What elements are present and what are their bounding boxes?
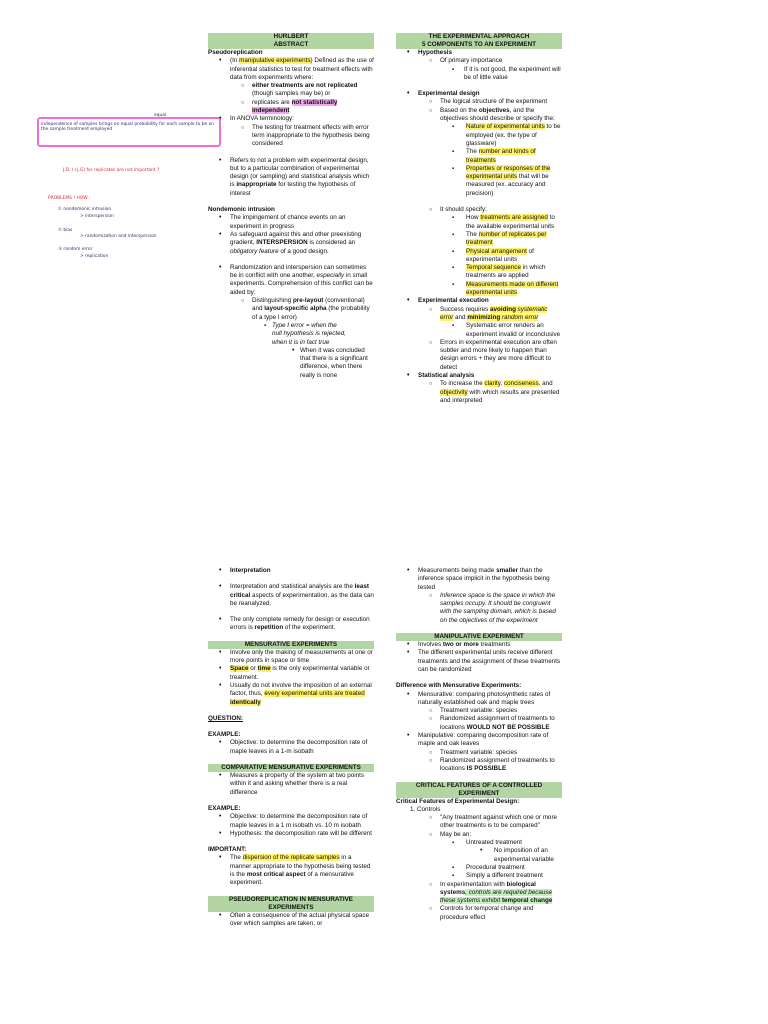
band-line: ABSTRACT [273, 41, 309, 48]
list-item: • When it was concluded that there is a significant difference, when there really is none [208, 347, 374, 380]
list-item: ○ To increase the clarity, conciseness, and objectivity with which results are presented and interpreted [396, 380, 562, 405]
band-line: EXPERIMENTS [268, 903, 314, 911]
handwritten-problems-title: PROBLEMS ! HOW : [48, 196, 91, 201]
pseudoreplication-title: Pseudoreplication [208, 49, 263, 56]
list-item: • Measures a property of the system at two points within it and asking whether there is a real difference [208, 772, 374, 797]
list-item: • Involves two or more treatments [396, 641, 562, 649]
list-item: ○ replicates are not statistically independent [208, 99, 374, 116]
list-item: ▪ The number and kinds of treatments [396, 148, 562, 165]
list-item: • The impingement of chance events on an experiment in progress [208, 214, 374, 231]
list-item: ▪ The number of replicates per treatment [396, 231, 562, 248]
list-item: ▪ Physical arrangement of experimental units [396, 248, 562, 265]
question-label: QUESTION: [208, 714, 243, 722]
example-label: EXAMPLE: [208, 731, 241, 739]
design-heading: • Experimental design [396, 90, 562, 98]
handwritten-note-superscript: equal [154, 113, 167, 118]
list-item: • Space or time is the only experimental variable or treatment. [208, 665, 374, 682]
band-line: 5 COMPONENTS TO AN EXPERIMENT [421, 41, 537, 48]
list-item: ○ It should specify: [396, 206, 562, 214]
list-item: • Involve only the making of measurements at one or more points in space or time [208, 649, 374, 666]
list-item: ○ Treatment variable: species [396, 707, 562, 715]
band-line: HURLBERT [273, 33, 309, 40]
handwritten-problem-2-fix: > randomization and interspersion [80, 234, 157, 239]
list-item: • Randomization and interspersion can sometimes be in conflict with one another, especially in small experiments. Comprehension of this conflict can be aided by: [208, 264, 374, 297]
handwritten-problem-1: ① nondemonic intrusion [58, 207, 112, 212]
right-column-bottom [396, 567, 562, 922]
list-item: • As safeguard against this and other preexisting gradient, INTERSPERSION is considered an obligatory feature of a good design. [208, 231, 374, 256]
list-item: ○ Controls for temporal change and procedure effect [396, 905, 562, 922]
list-item: • Measurements being made smaller than the inference space implicit in the hypothesis being tested [396, 567, 562, 592]
critical-features-title: Critical Features of Experimental Design: [396, 797, 520, 805]
list-item: ▪ Temporal sequence in which treatments are applied [396, 264, 562, 281]
list-item: ○ The logical structure of the experiment [396, 98, 562, 106]
right-column-top [396, 33, 562, 405]
interpretation-title: • Interpretation [208, 567, 374, 575]
nondemonic-title: Nondemonic intrusion [208, 206, 275, 214]
list-item: ○ Distinguishing pre-layout (conventional) and layout-specific alpha (the probability of a type I error) [208, 297, 374, 322]
handwritten-problem-3-fix: > replication [80, 254, 109, 259]
section-band-manipulative: MANIPULATIVE EXPERIMENT [396, 633, 562, 641]
list-item: • Often a consequence of the actual physical space over which samples are taken, or [208, 912, 374, 929]
list-item: ▪ Untreated treatment [396, 839, 562, 847]
band-line: EXPERIMENT [458, 789, 500, 797]
left-column-top [208, 33, 374, 380]
handwritten-problem-3: ③ random error [58, 247, 93, 252]
list-item: • Interpretation and statistical analysis are the least critical aspects of experimentation, as the data can be reanalyzed. [208, 583, 374, 608]
list-item: ▪ Measurements made on different experimental units [396, 281, 562, 298]
statistical-heading: • Statistical analysis [396, 372, 562, 380]
section-band-comparative: COMPARATIVE MENSURATIVE EXPERIMENTS [208, 764, 374, 772]
list-item: • Mensurative: comparing photosynthetic rates of naturally established oak and maple trees [396, 691, 562, 708]
handwritten-note-replicates: J.D. (+J.G) for replicates are not important ? [63, 168, 160, 173]
list-item: ▪ Properties or responses of the experimental units that will be measured (ex. accuracy and precision) [396, 165, 562, 198]
list-item: • (In manipulative experiments) Defined as the use of inferential statistics to test for treatment effects with data from experiments where: [208, 57, 374, 82]
list-item: ○ Randomized assignment of treatments to locations IS POSSIBLE [396, 757, 562, 774]
difference-title: Difference with Mensurative Experiments: [396, 682, 522, 690]
list-item: • The only complete remedy for design or execution errors is repetition of the experiment. [208, 616, 374, 633]
list-item: ○ Inference space is the space in which the samples occupy. It should be congruent with the sampling domain, which is based on the objectives of the experiment [396, 592, 562, 625]
handwritten-problem-2: ② bias [58, 228, 73, 233]
list-item: ○ The testing for treatment effects with error term inappropriate to the hypothesis being considered [208, 124, 374, 149]
list-item: ▪ If it is not good, the experiment will be of little value [396, 66, 562, 83]
list-item: • Objective: to determine the decomposition rate of maple leaves in a 1 m isobath vs. 10 m isobath [208, 813, 374, 830]
band-line: PSEUDOREPLICATION IN MENSURATIVE [229, 895, 353, 903]
list-item: ○ either treatments are not replicated (though samples may be) or [208, 82, 374, 99]
list-item: • The different experimental units receive different treatments and the assignment of these treatments can be randomized [396, 649, 562, 674]
list-item: ○ In experimentation with biological systems, controls are required because these systems exhibit temporal change [396, 881, 562, 906]
list-item: ○ Based on the objectives, and the objectives should describe or specify the: [396, 107, 562, 124]
list-item: ○ Errors in experimental execution are often subtler and more likely to happen than design errors + they are more difficult to detect [396, 339, 562, 372]
important-label: IMPORTANT: [208, 846, 247, 854]
list-item: • In ANOVA terminology: [208, 115, 374, 123]
numbered-item-controls: 1. Controls [410, 805, 441, 813]
list-item: ○ May be an: [396, 831, 562, 839]
list-item: • Manipulative: comparing decomposition rate of maple and oak leaves [396, 732, 562, 749]
list-item: ○ "Any treatment against which one or more other treatments is to be compared" [396, 814, 562, 831]
list-item: • Refers to not a problem with experimental design, but to a particular combination of experimental design (or sampling) and statistical analysis which is inappropriate for testing the hypothesis of interest [208, 157, 374, 198]
list-item: • Usually do not involve the imposition of an external factor, thus, every experimental units are treated identically [208, 682, 374, 707]
section-band-pseudoreplication-mensurative [208, 896, 374, 912]
section-band-critical-features [396, 782, 562, 798]
list-item: ▪ Systematic error renders an experiment invalid or inconclusive [396, 322, 562, 339]
list-item: • Objective: to determine the decomposition rate of maple leaves in a 1-m isobath [208, 739, 374, 756]
section-band-mensurative: MENSURATIVE EXPERIMENTS [208, 641, 374, 649]
list-item: • The dispersion of the replicate samples in a manner appropriate to the hypothesis being tested is the most critical aspect of a mensurative experiment. [208, 854, 374, 887]
list-item: ○ Of primary importance [396, 57, 562, 65]
list-item: ▪ Type I error = when the null hypothesis is rejected, when it is in fact true [208, 322, 374, 347]
handwritten-problem-1-fix: > interspersion [80, 214, 114, 219]
list-item: • Hypothesis: the decomposition rate will be different [208, 830, 374, 838]
list-item: ○ Randomized assignment of treatments to locations WOULD NOT BE POSSIBLE [396, 715, 562, 732]
execution-heading: • Experimental execution [396, 297, 562, 305]
list-item: ▪ Simply a different treatment [396, 872, 562, 880]
handwritten-note-independence: independence of samples brings on equal probability for each sample to be on the sample treatment employed [41, 122, 215, 133]
hypothesis-heading: • Hypothesis [396, 49, 562, 57]
list-item: ○ Success requires avoiding systematic error and minimizing random error [396, 306, 562, 323]
list-item: • No imposition of an experimental variable [396, 847, 562, 864]
band-line: CRITICAL FEATURES OF A CONTROLLED [415, 781, 543, 789]
left-column-bottom [208, 567, 374, 928]
list-item: ▪ Procedural treatment [396, 864, 562, 872]
section-band-abstract [208, 33, 374, 49]
list-item: ▪ How treatments are assigned to the available experimental units [396, 214, 562, 231]
section-band-experimental-approach [396, 33, 562, 49]
list-item: ○ Treatment variable: species [396, 749, 562, 757]
example-label: EXAMPLE: [208, 804, 241, 812]
band-line: THE EXPERIMENTAL APPROACH [428, 33, 530, 40]
list-item: ▪ Nature of experimental units to be employed (ex. the type of glassware) [396, 123, 562, 148]
